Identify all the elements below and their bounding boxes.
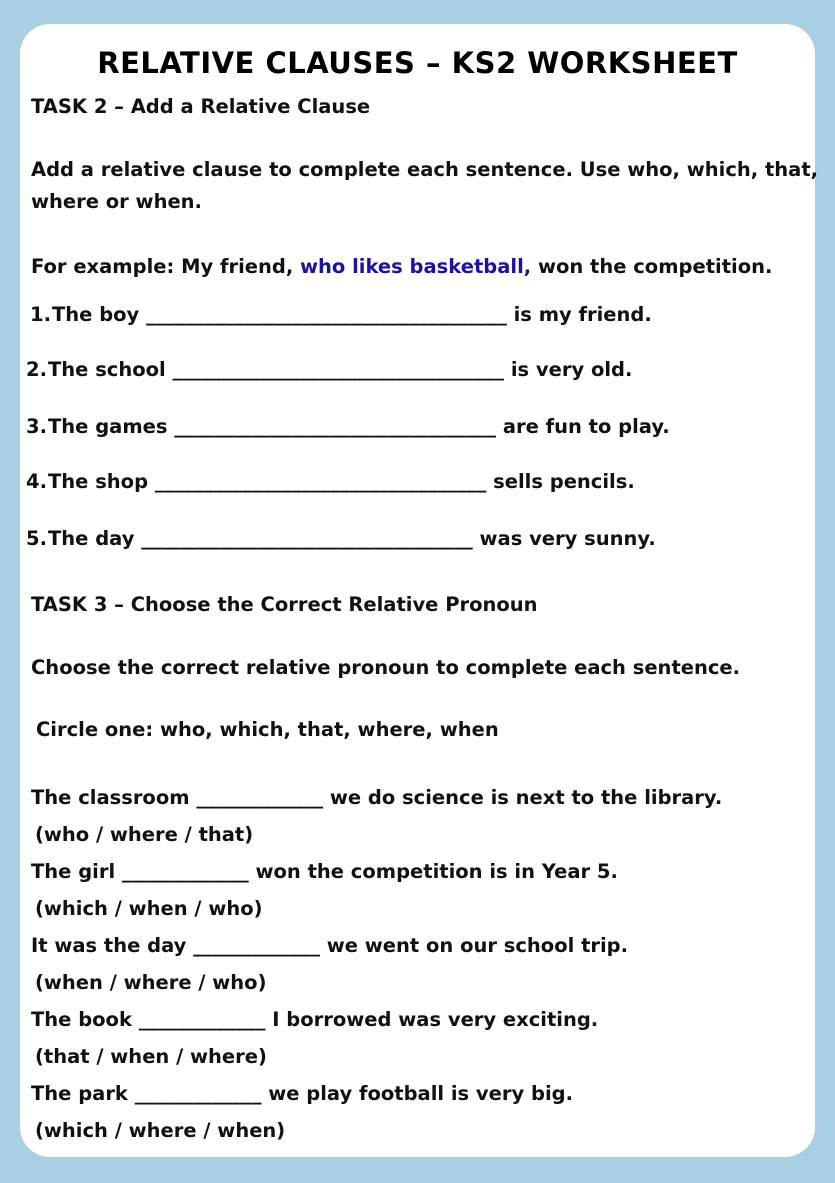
answer-blank[interactable]: __________________________________: [172, 358, 505, 381]
task3-item-2-options[interactable]: (which / when / who): [35, 897, 263, 920]
task3-heading: TASK 3 – Choose the Correct Relative Pronoun: [31, 593, 538, 616]
item-end: I borrowed was very exciting.: [272, 1008, 599, 1031]
answer-blank[interactable]: __________________________________: [141, 527, 473, 550]
worksheet-title: RELATIVE CLAUSES – KS2 WORKSHEET: [97, 46, 738, 80]
task2-item-4: [26, 470, 635, 493]
item-end: won the competition is in Year 5.: [255, 860, 618, 883]
task3-item-3-options[interactable]: (when / where / who): [35, 971, 267, 994]
task3-item-1: [31, 786, 722, 809]
item-end: was very sunny.: [479, 527, 656, 550]
answer-blank[interactable]: _____________: [121, 860, 249, 883]
task3-item-2: [31, 860, 618, 883]
answer-blank[interactable]: _____________________________________: [146, 303, 507, 326]
task2-item-5: [26, 527, 656, 550]
item-start: The book: [31, 1008, 132, 1031]
item-end: we play football is very big.: [268, 1082, 573, 1105]
item-end: are fun to play.: [502, 415, 670, 438]
example-suffix: won the competition.: [531, 255, 773, 278]
item-start: It was the day: [31, 934, 187, 957]
answer-blank[interactable]: _________________________________: [174, 415, 497, 438]
task2-instruction-line1: Add a relative clause to complete each sentence. Use who, which, that,: [31, 158, 819, 181]
item-start: The day: [48, 527, 135, 550]
task2-item-1: [30, 303, 652, 326]
item-end: is very old.: [510, 358, 633, 381]
item-start: The games: [48, 415, 168, 438]
task2-heading: TASK 2 – Add a Relative Clause: [31, 95, 371, 118]
task3-item-4: [31, 1008, 598, 1031]
worksheet-card: [20, 24, 819, 1157]
item-start: The girl: [31, 860, 116, 883]
item-number: 4.: [26, 470, 47, 493]
item-start: The park: [31, 1082, 128, 1105]
item-start: The shop: [48, 470, 149, 493]
task2-item-3: [26, 415, 670, 438]
item-number: 5.: [26, 527, 47, 550]
item-number: 2.: [26, 358, 47, 381]
task2-item-2: [26, 358, 632, 381]
item-end: we do science is next to the library.: [329, 786, 723, 809]
task3-item-5: [31, 1082, 573, 1105]
item-start: The school: [48, 358, 166, 381]
answer-blank[interactable]: __________________________________: [154, 470, 487, 493]
task2-example: [31, 255, 772, 278]
item-end: is my friend.: [513, 303, 652, 326]
task3-circle-prompt: Circle one: who, which, that, where, when: [36, 718, 499, 741]
example-prefix: For example: My friend,: [31, 255, 301, 278]
task3-instruction: Choose the correct relative pronoun to complete each sentence.: [31, 656, 741, 679]
answer-blank[interactable]: _____________: [193, 934, 320, 957]
task3-item-5-options[interactable]: (which / where / when): [35, 1119, 286, 1142]
task3-item-4-options[interactable]: (that / when / where): [35, 1045, 267, 1068]
item-start: The boy: [52, 303, 140, 326]
answer-blank[interactable]: _____________: [134, 1082, 262, 1105]
task2-instruction-line2: where or when.: [31, 190, 202, 213]
task3-item-3: [31, 934, 628, 957]
task3-item-1-options[interactable]: (who / where / that): [35, 823, 254, 846]
item-start: The classroom: [31, 786, 190, 809]
item-number: 3.: [26, 415, 47, 438]
answer-blank[interactable]: _____________: [196, 786, 324, 809]
item-end: sells pencils.: [493, 470, 635, 493]
answer-blank[interactable]: _____________: [138, 1008, 266, 1031]
example-relative-clause: who likes basketball,: [300, 255, 532, 278]
item-end: we went on our school trip.: [326, 934, 629, 957]
item-number: 1.: [30, 303, 51, 326]
